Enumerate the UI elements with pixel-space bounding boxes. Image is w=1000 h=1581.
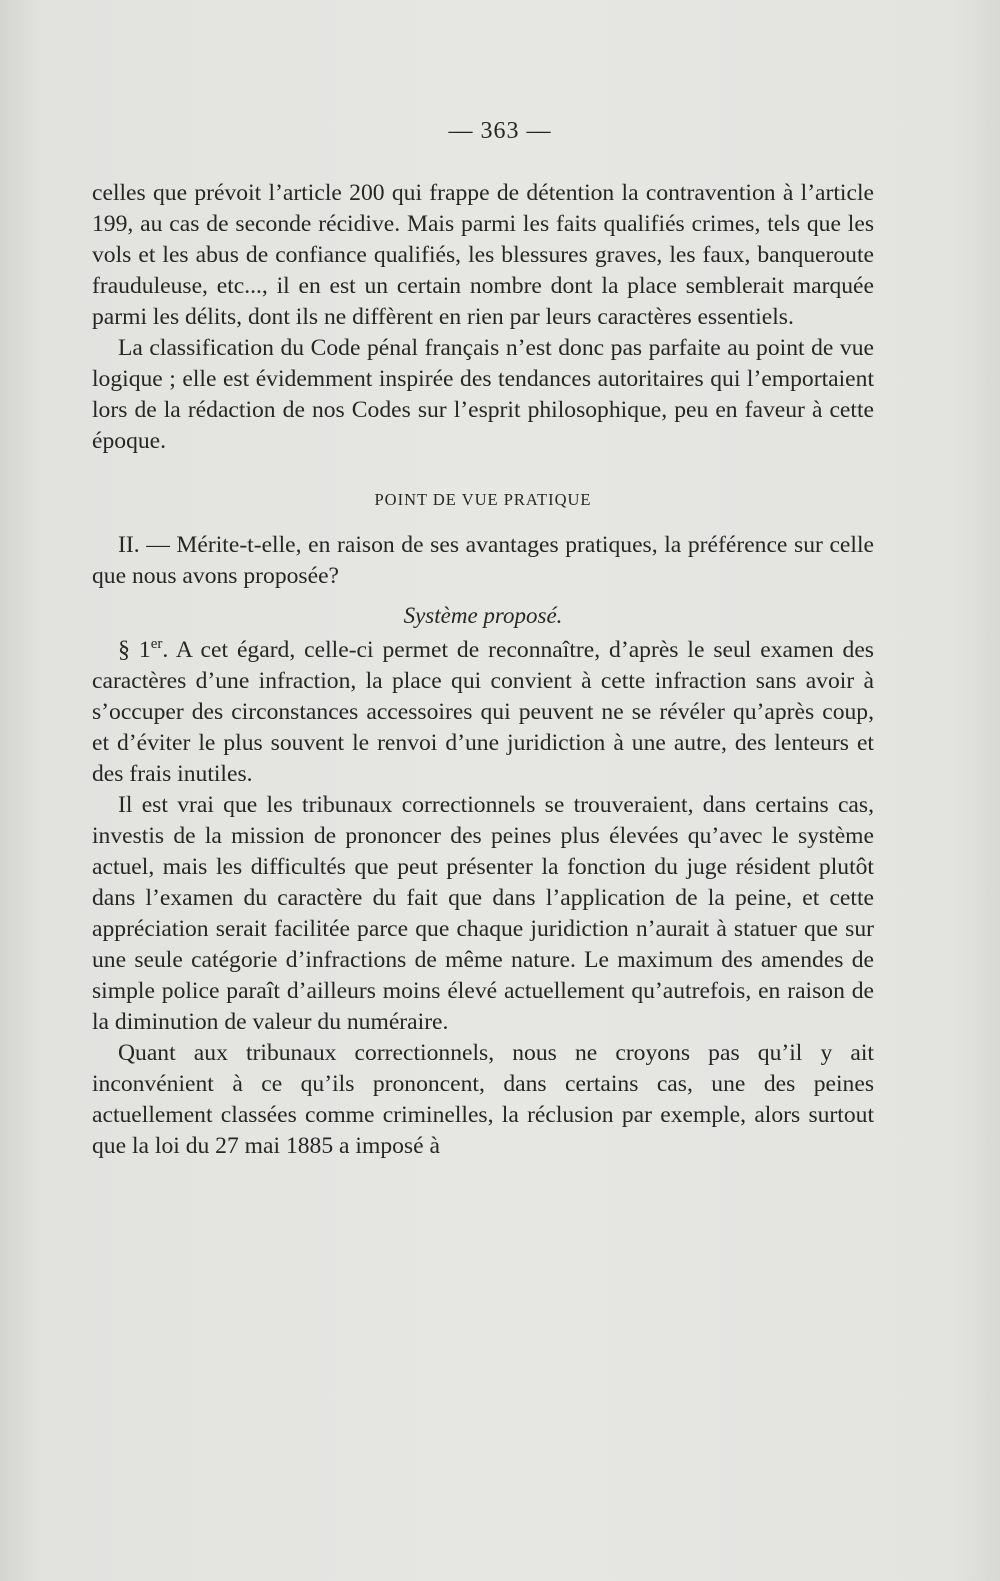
paragraph-continuation: celles que prévoit l’article 200 qui frappe de détention la contravention à l’article 199, au cas de seconde récidive. Mais parmi les faits qualifiés crimes, tels que les vols et les abus de confiance qualifiés, les blessures graves, les faux, banqueroute frauduleuse, etc..., il en est un certain nombre dont la place semblerait marquée parmi les délits, dont ils ne diffèrent en rien par leurs caractères essentiels. bbox=[92, 180, 874, 330]
section-text: . A cet égard, celle-ci permet de reconnaître, d’après le seul examen des caractères d’une infraction, la place qui convient à cette infraction sans avoir à s’occuper des circonstances accessoires qui peuvent ne se révéler qu’après coup, et d’éviter le plus souvent le renvoi d’une juridiction à une autre, des lenteurs et des frais inutiles. bbox=[92, 637, 874, 787]
section-mark: § bbox=[118, 637, 130, 663]
page-body bbox=[92, 178, 874, 1162]
page-number: — 363 — bbox=[448, 118, 552, 144]
section-heading: POINT DE VUE PRATIQUE bbox=[374, 490, 592, 509]
subheading: Système proposé. bbox=[403, 603, 563, 628]
question-paragraph: II. — Mérite-t-elle, en raison de ses avantages pratiques, la préférence sur celle que nous avons proposée? bbox=[92, 532, 874, 589]
section-superscript: er bbox=[150, 636, 163, 652]
paragraph-quant-aux: Quant aux tribunaux correctionnels, nous ne croyons pas qu’il y ait inconvénient à ce qu’ils prononcent, dans certains cas, une des peines actuellement classées comme criminelles, la réclusion par exemple, alors surtout que la loi du 27 mai 1885 a imposé à bbox=[92, 1040, 874, 1159]
paragraph-tribunaux: Il est vrai que les tribunaux correctionnels se trouveraient, dans certains cas, investis de la mission de prononcer des peines plus élevées qu’avec le système actuel, mais les difficultés que peut présenter la fonction du juge résident plutôt dans l’examen du caractère du fait que dans l’application de la peine, et cette appréciation serait facilitée parce que chaque juridiction n’aurait à statuer que sur une seule catégorie d’infractions de même nature. Le maximum des amendes de simple police paraît d’ailleurs moins élevé actuellement qu’autrefois, en raison de la diminution de valeur du numéraire. bbox=[92, 792, 874, 1035]
section-number: 1 bbox=[138, 637, 151, 663]
section-paragraph bbox=[92, 635, 874, 790]
paragraph-classification: La classification du Code pénal français n’est donc pas parfaite au point de vue logique ; elle est évidemment inspirée des tendances autoritaires qui l’emportaient lors de la rédaction de nos Codes sur l’esprit philosophique, peu en faveur à cette époque. bbox=[92, 335, 874, 454]
